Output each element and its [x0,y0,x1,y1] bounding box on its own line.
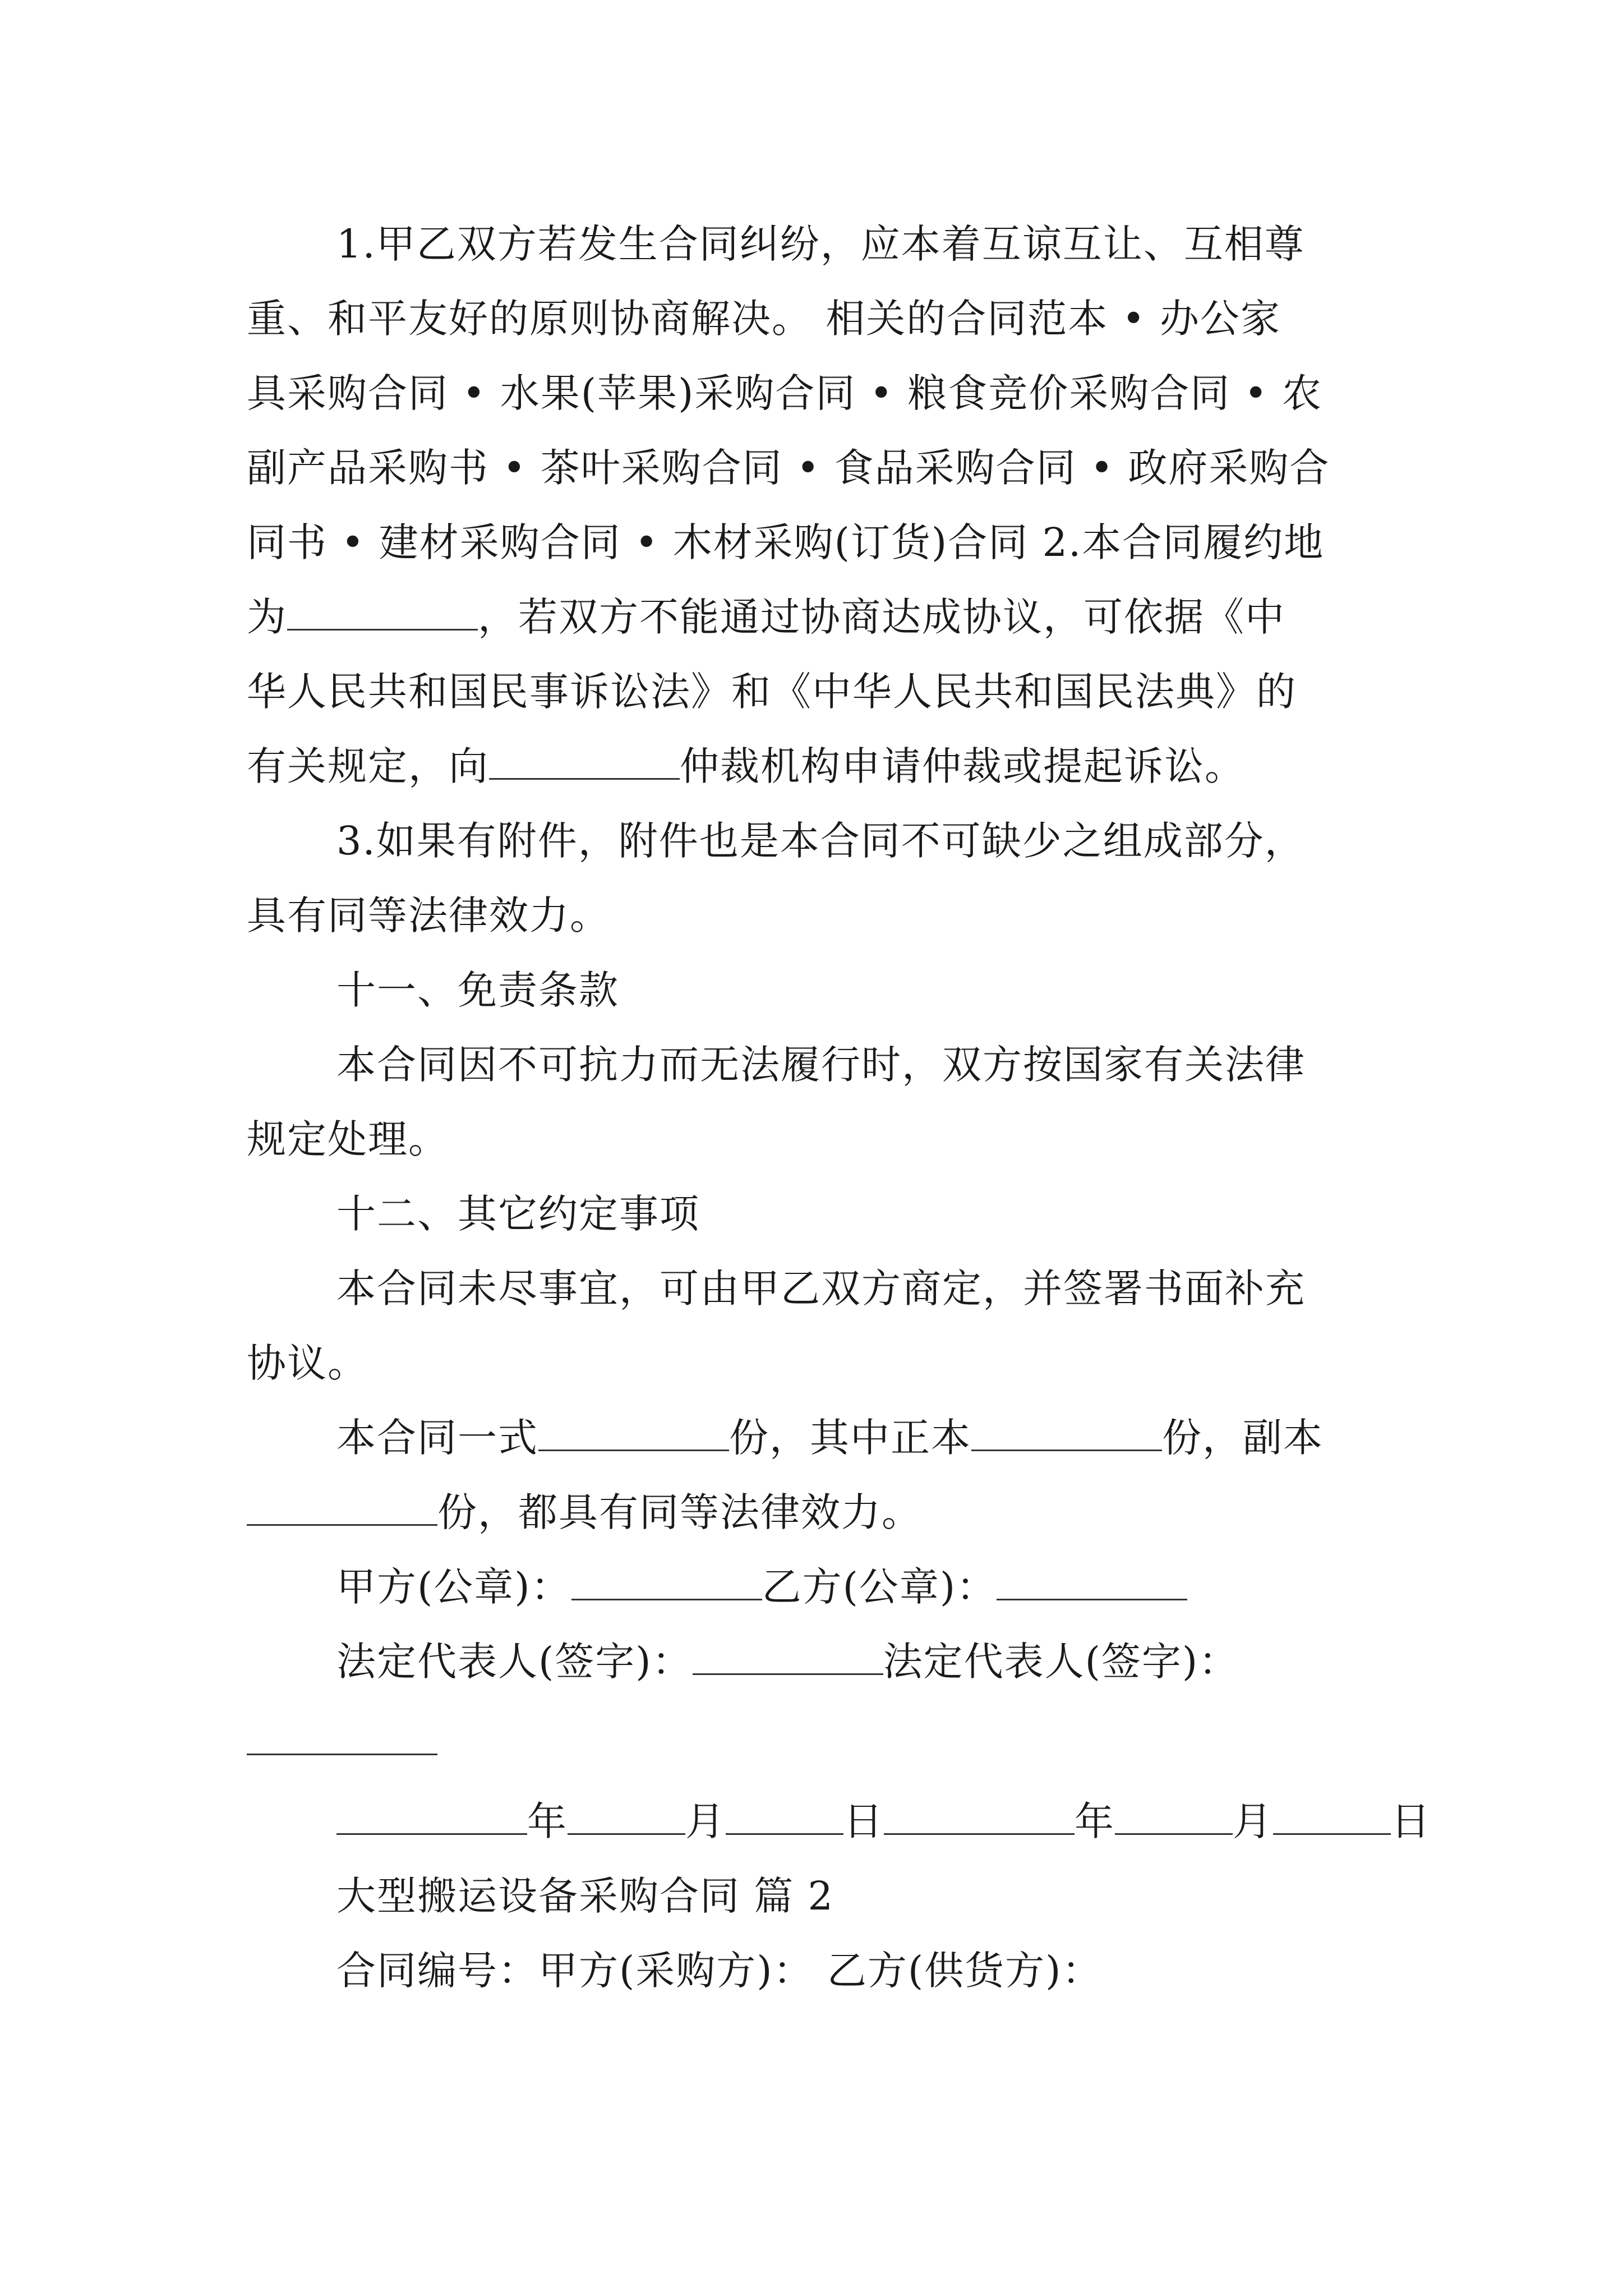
paragraph-line: 重、和平友好的原则协商解决。 相关的合同范本 • 办公家 [247,296,1281,342]
rep-b-label: 法定代表人(签字)： [883,1639,1239,1685]
blank-field-month-a [568,1798,685,1835]
text-segment: 有关规定，向 [247,743,489,789]
paragraph-line: 具有同等法律效力。 [247,892,610,938]
month-label: 月 [685,1798,726,1844]
paragraph-line [247,589,1285,645]
blank-field-rep-a [693,1639,883,1675]
day-label: 日 [1391,1798,1431,1844]
paragraph-line: 本合同因不可抗力而无法履行时，双方按国家有关法律 [336,1042,1306,1088]
day-label: 日 [843,1798,884,1844]
document-title: 大型搬运设备采购合同 篇 2 [336,1873,834,1919]
blank-field-rep-b [247,1719,437,1755]
date-line [336,1793,1431,1849]
text-segment: 本合同一式 [336,1415,538,1461]
section-heading: 十二、其它约定事项 [336,1191,700,1237]
blank-field-party-b [997,1564,1187,1600]
text-segment: 仲裁机构申请仲裁或提起诉讼。 [680,743,1245,789]
party-b-seal-label: 乙方(公章)： [762,1564,997,1610]
blank-field-arbitration [489,743,680,780]
paragraph-line: 3.如果有附件，附件也是本合同不可缺少之组成部分， [336,818,1305,864]
paragraph-line: 1.甲乙双方若发生合同纠纷，应本着互谅互让、互相尊 [336,221,1305,267]
signature-line [336,1634,1239,1690]
paragraph-line: 合同编号：甲方(采购方)： 乙方(供货方)： [336,1948,1103,1994]
signature-line [247,1714,437,1770]
blank-field-place [287,594,478,631]
signature-line [336,1559,1187,1615]
paragraph-line: 同书 • 建材采购合同 • 木材采购(订货)合同 2.本合同履约地 [247,519,1325,565]
blank-field-day-a [726,1798,843,1835]
blank-field-month-b [1115,1798,1233,1835]
text-segment: ，若双方不能通过协商达成协议，可依据《中 [478,594,1285,640]
year-label: 年 [1075,1798,1115,1844]
paragraph-line: 具采购合同 • 水果(苹果)采购合同 • 粮食竞价采购合同 • 农 [247,370,1322,416]
blank-field-originals [971,1415,1162,1451]
party-a-seal-label: 甲方(公章)： [336,1564,571,1610]
paragraph-line [247,1484,922,1540]
rep-a-label: 法定代表人(签字)： [336,1639,693,1685]
text-segment: 份，都具有同等法律效力。 [437,1489,922,1535]
paragraph-line: 协议。 [247,1340,368,1386]
paragraph-line: 华人民共和国民事诉讼法》和《中华人民共和国民法典》的 [247,669,1297,715]
section-heading: 十一、免责条款 [336,967,619,1013]
paragraph-line: 规定处理。 [247,1116,449,1162]
text-segment: 份，其中正本 [729,1415,971,1461]
paragraph-line: 副产品采购书 • 茶叶采购合同 • 食品采购合同 • 政府采购合 [247,445,1330,491]
blank-field-duplicates [247,1489,437,1526]
year-label: 年 [527,1798,568,1844]
text-segment: 为 [247,594,287,640]
blank-field-copies [538,1415,729,1451]
blank-field-year-a [336,1798,527,1835]
paragraph-line [247,738,1245,794]
text-segment: 份，副本 [1162,1415,1324,1461]
paragraph-line: 本合同未尽事宜，可由甲乙双方商定，并签署书面补充 [336,1266,1306,1312]
blank-field-year-b [884,1798,1075,1835]
blank-field-day-b [1273,1798,1391,1835]
month-label: 月 [1233,1798,1273,1844]
paragraph-line [336,1410,1324,1466]
blank-field-party-a [571,1564,762,1600]
